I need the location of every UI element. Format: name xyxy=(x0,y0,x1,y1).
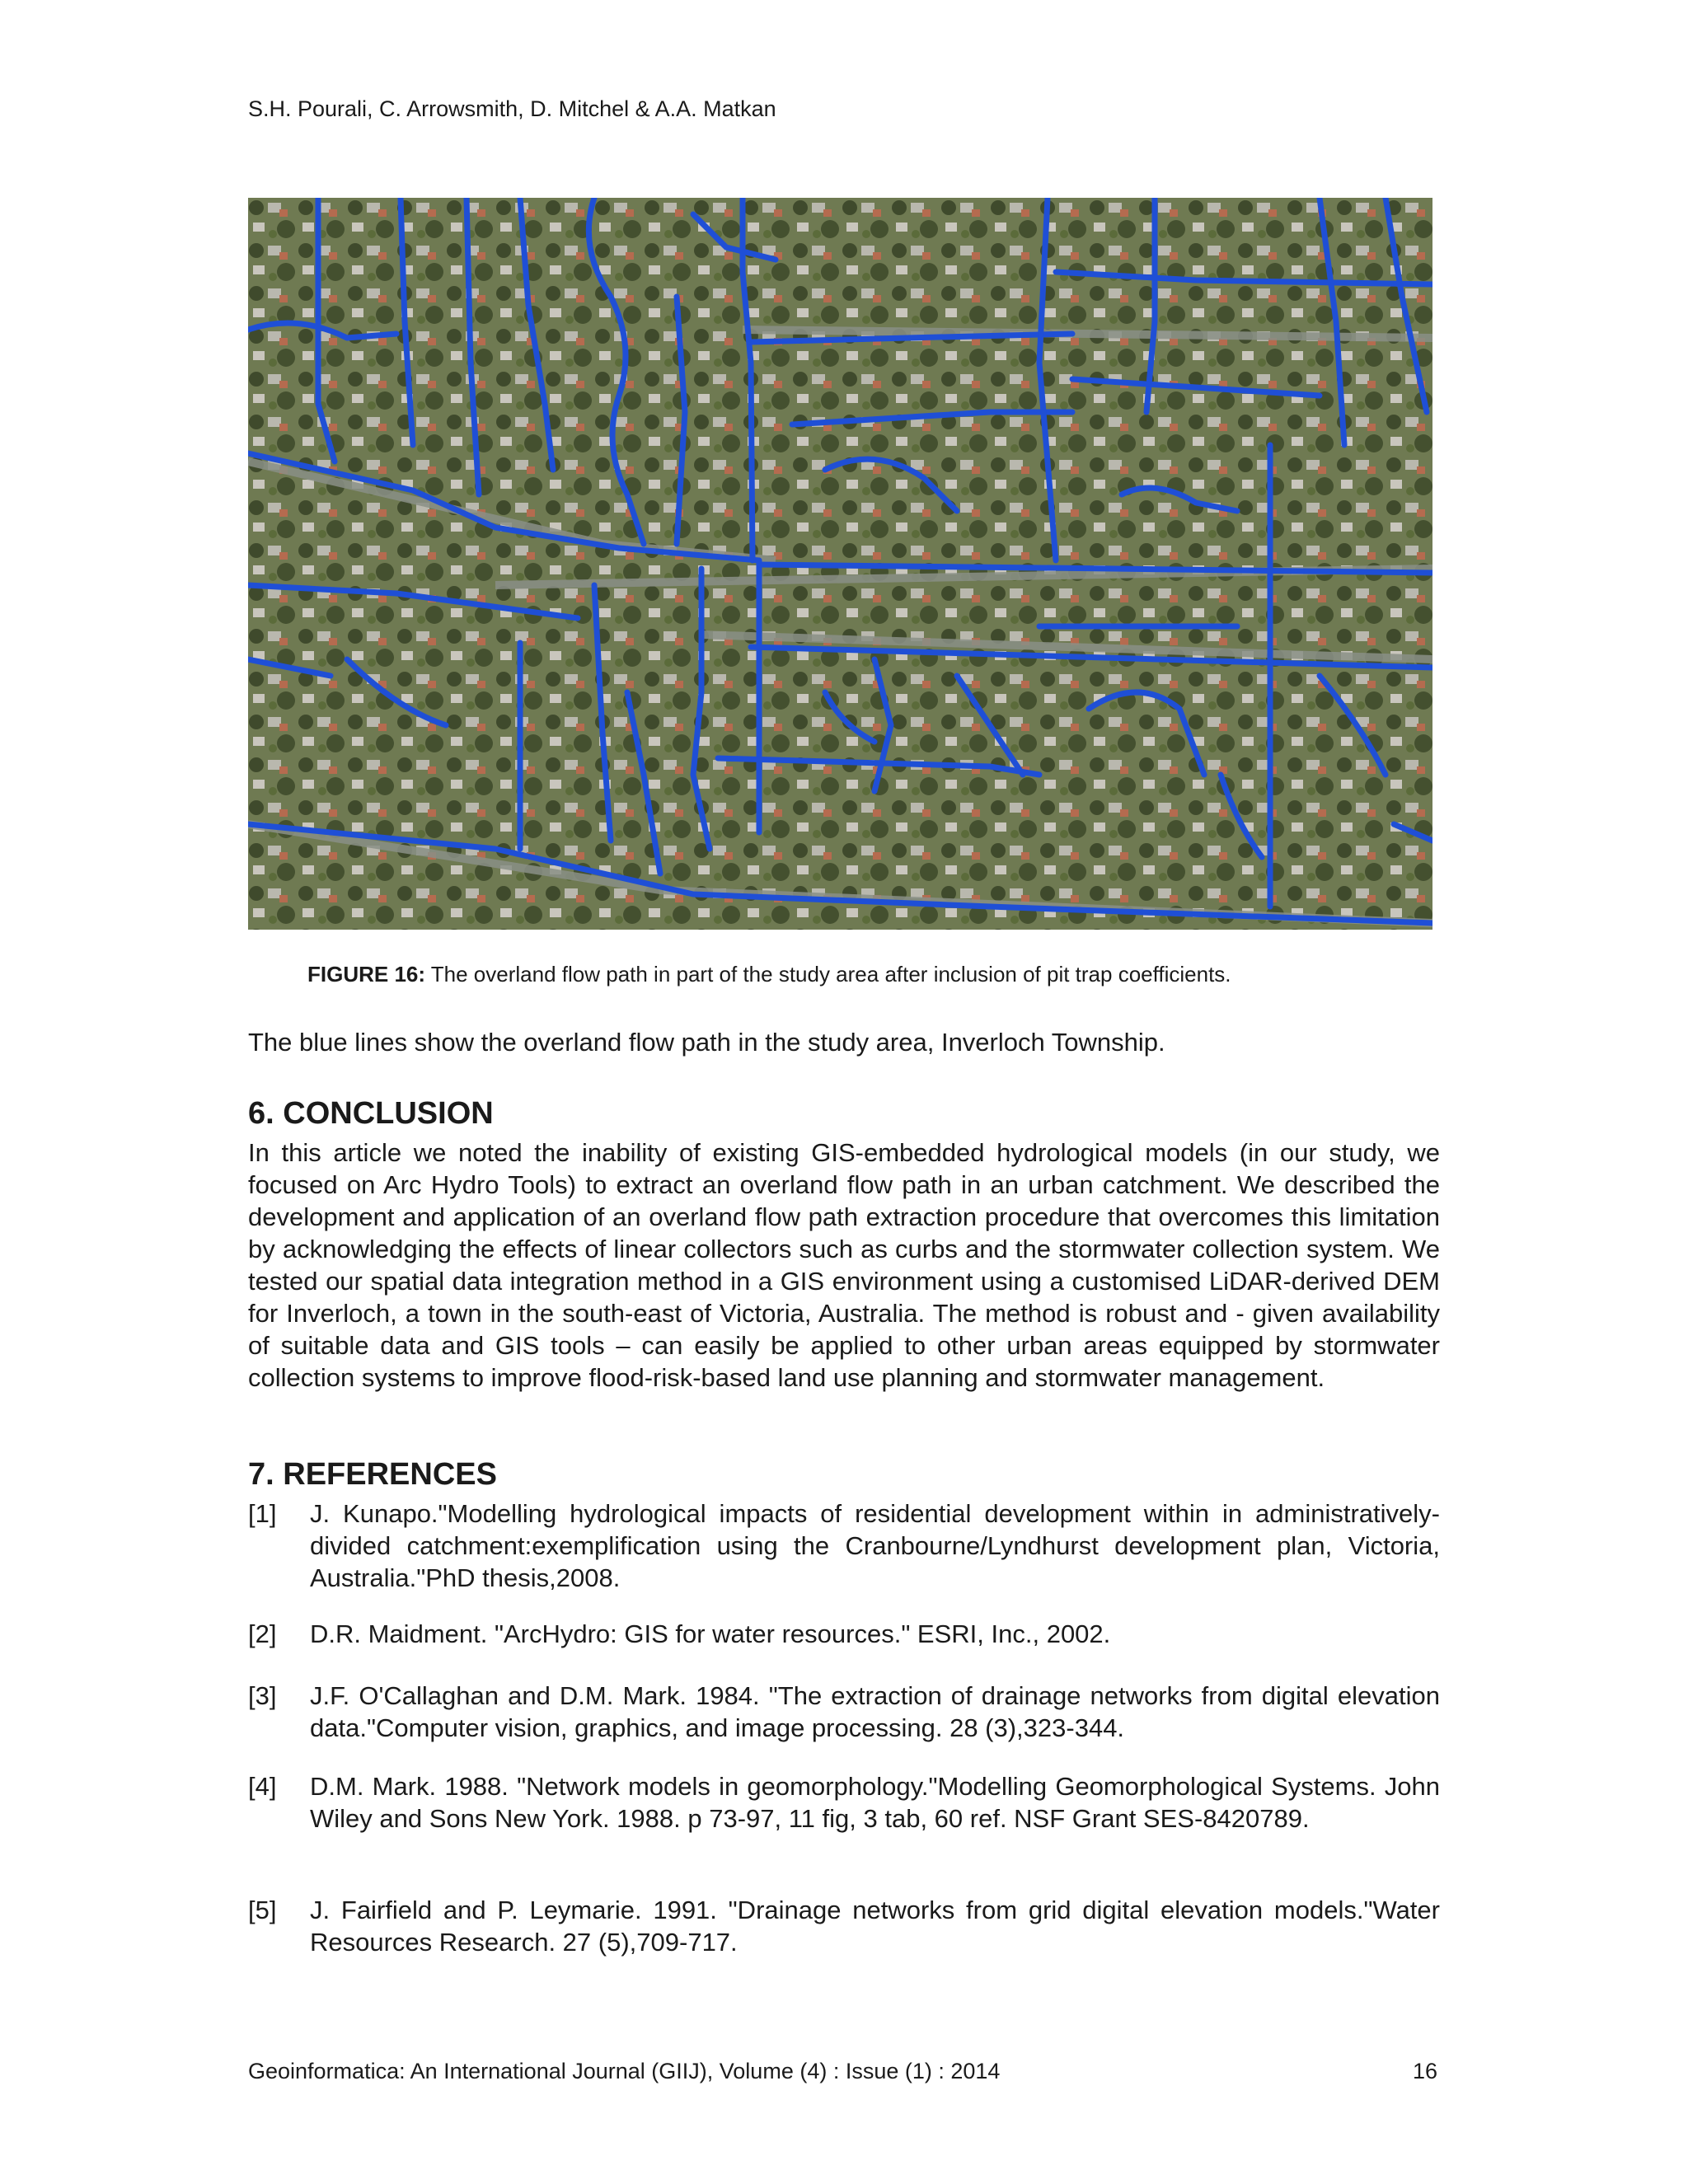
reference-item xyxy=(248,1770,1440,1835)
reference-text: J. Fairfield and P. Leymarie. 1991. "Drainage networks from grid digital elevation models."Water Resources Research. 27 (5),709-717. xyxy=(310,1896,1440,1957)
reference-item xyxy=(248,1894,1440,1958)
figure-caption-label: FIGURE 16: xyxy=(307,962,426,987)
section-heading-references: 7. REFERENCES xyxy=(248,1457,497,1492)
footer-journal: Geoinformatica: An International Journal (GIIJ), Volume (4) : Issue (1) : 2014 xyxy=(248,2059,1001,2083)
reference-item xyxy=(248,1618,1440,1650)
reference-number: [5] xyxy=(248,1896,277,1924)
section-heading-conclusion: 6. CONCLUSION xyxy=(248,1096,494,1131)
reference-text: D.M. Mark. 1988. "Network models in geomorphology."Modelling Geomorphological Systems. John Wiley and Sons New York. 1988. p 73-97, 11 fig, 3 tab, 60 ref. NSF Grant SES-8420789. xyxy=(310,1772,1440,1833)
footer-page-number: 16 xyxy=(1413,2059,1438,2083)
running-header-authors: S.H. Pourali, C. Arrowsmith, D. Mitchel & A.A. Matkan xyxy=(248,96,776,121)
figure-description: The blue lines show the overland flow path in the study area, Inverloch Township. xyxy=(248,1028,1165,1057)
reference-text: D.R. Maidment. "ArcHydro: GIS for water resources." ESRI, Inc., 2002. xyxy=(310,1619,1111,1648)
reference-item xyxy=(248,1680,1440,1744)
figure-caption-text: The overland flow path in part of the study area after inclusion of pit trap coefficients. xyxy=(425,962,1231,987)
reference-text: J.F. O'Callaghan and D.M. Mark. 1984. "The extraction of drainage networks from digital elevation data."Computer vision, graphics, and image processing. 28 (3),323-344. xyxy=(310,1681,1440,1742)
reference-number: [2] xyxy=(248,1619,277,1648)
reference-number: [3] xyxy=(248,1681,277,1710)
reference-text: J. Kunapo."Modelling hydrological impacts of residential development within in administratively-divided catchment:exemplification using the Cranbourne/Lyndhurst development plan, Victoria, Australia."PhD thesis,2008. xyxy=(310,1499,1440,1592)
reference-item xyxy=(248,1497,1440,1594)
reference-number: [1] xyxy=(248,1499,277,1528)
reference-number: [4] xyxy=(248,1772,277,1801)
figure-caption xyxy=(307,962,1231,987)
conclusion-paragraph: In this article we noted the inability of existing GIS-embedded hydrological models (in our study, we focused on Arc Hydro Tools) to extract an overland flow path in an urban catchment. We described the development and application of an overland flow path extraction procedure that overcomes this limitation by acknowledging the effects of linear collectors such as curbs and the stormwater collection system. We tested our spatial data integration method in a GIS environment using a customised LiDAR-derived DEM for Inverloch, a town in the south-east of Victoria, Australia. The method is robust and - given availability of suitable data and GIS tools – can easily be applied to other urban areas equipped by stormwater collection systems to improve flood-risk-based land use planning and stormwater management. xyxy=(248,1138,1440,1392)
flow-path-map-graphic xyxy=(248,198,1432,930)
figure-16-aerial-map xyxy=(248,198,1432,930)
